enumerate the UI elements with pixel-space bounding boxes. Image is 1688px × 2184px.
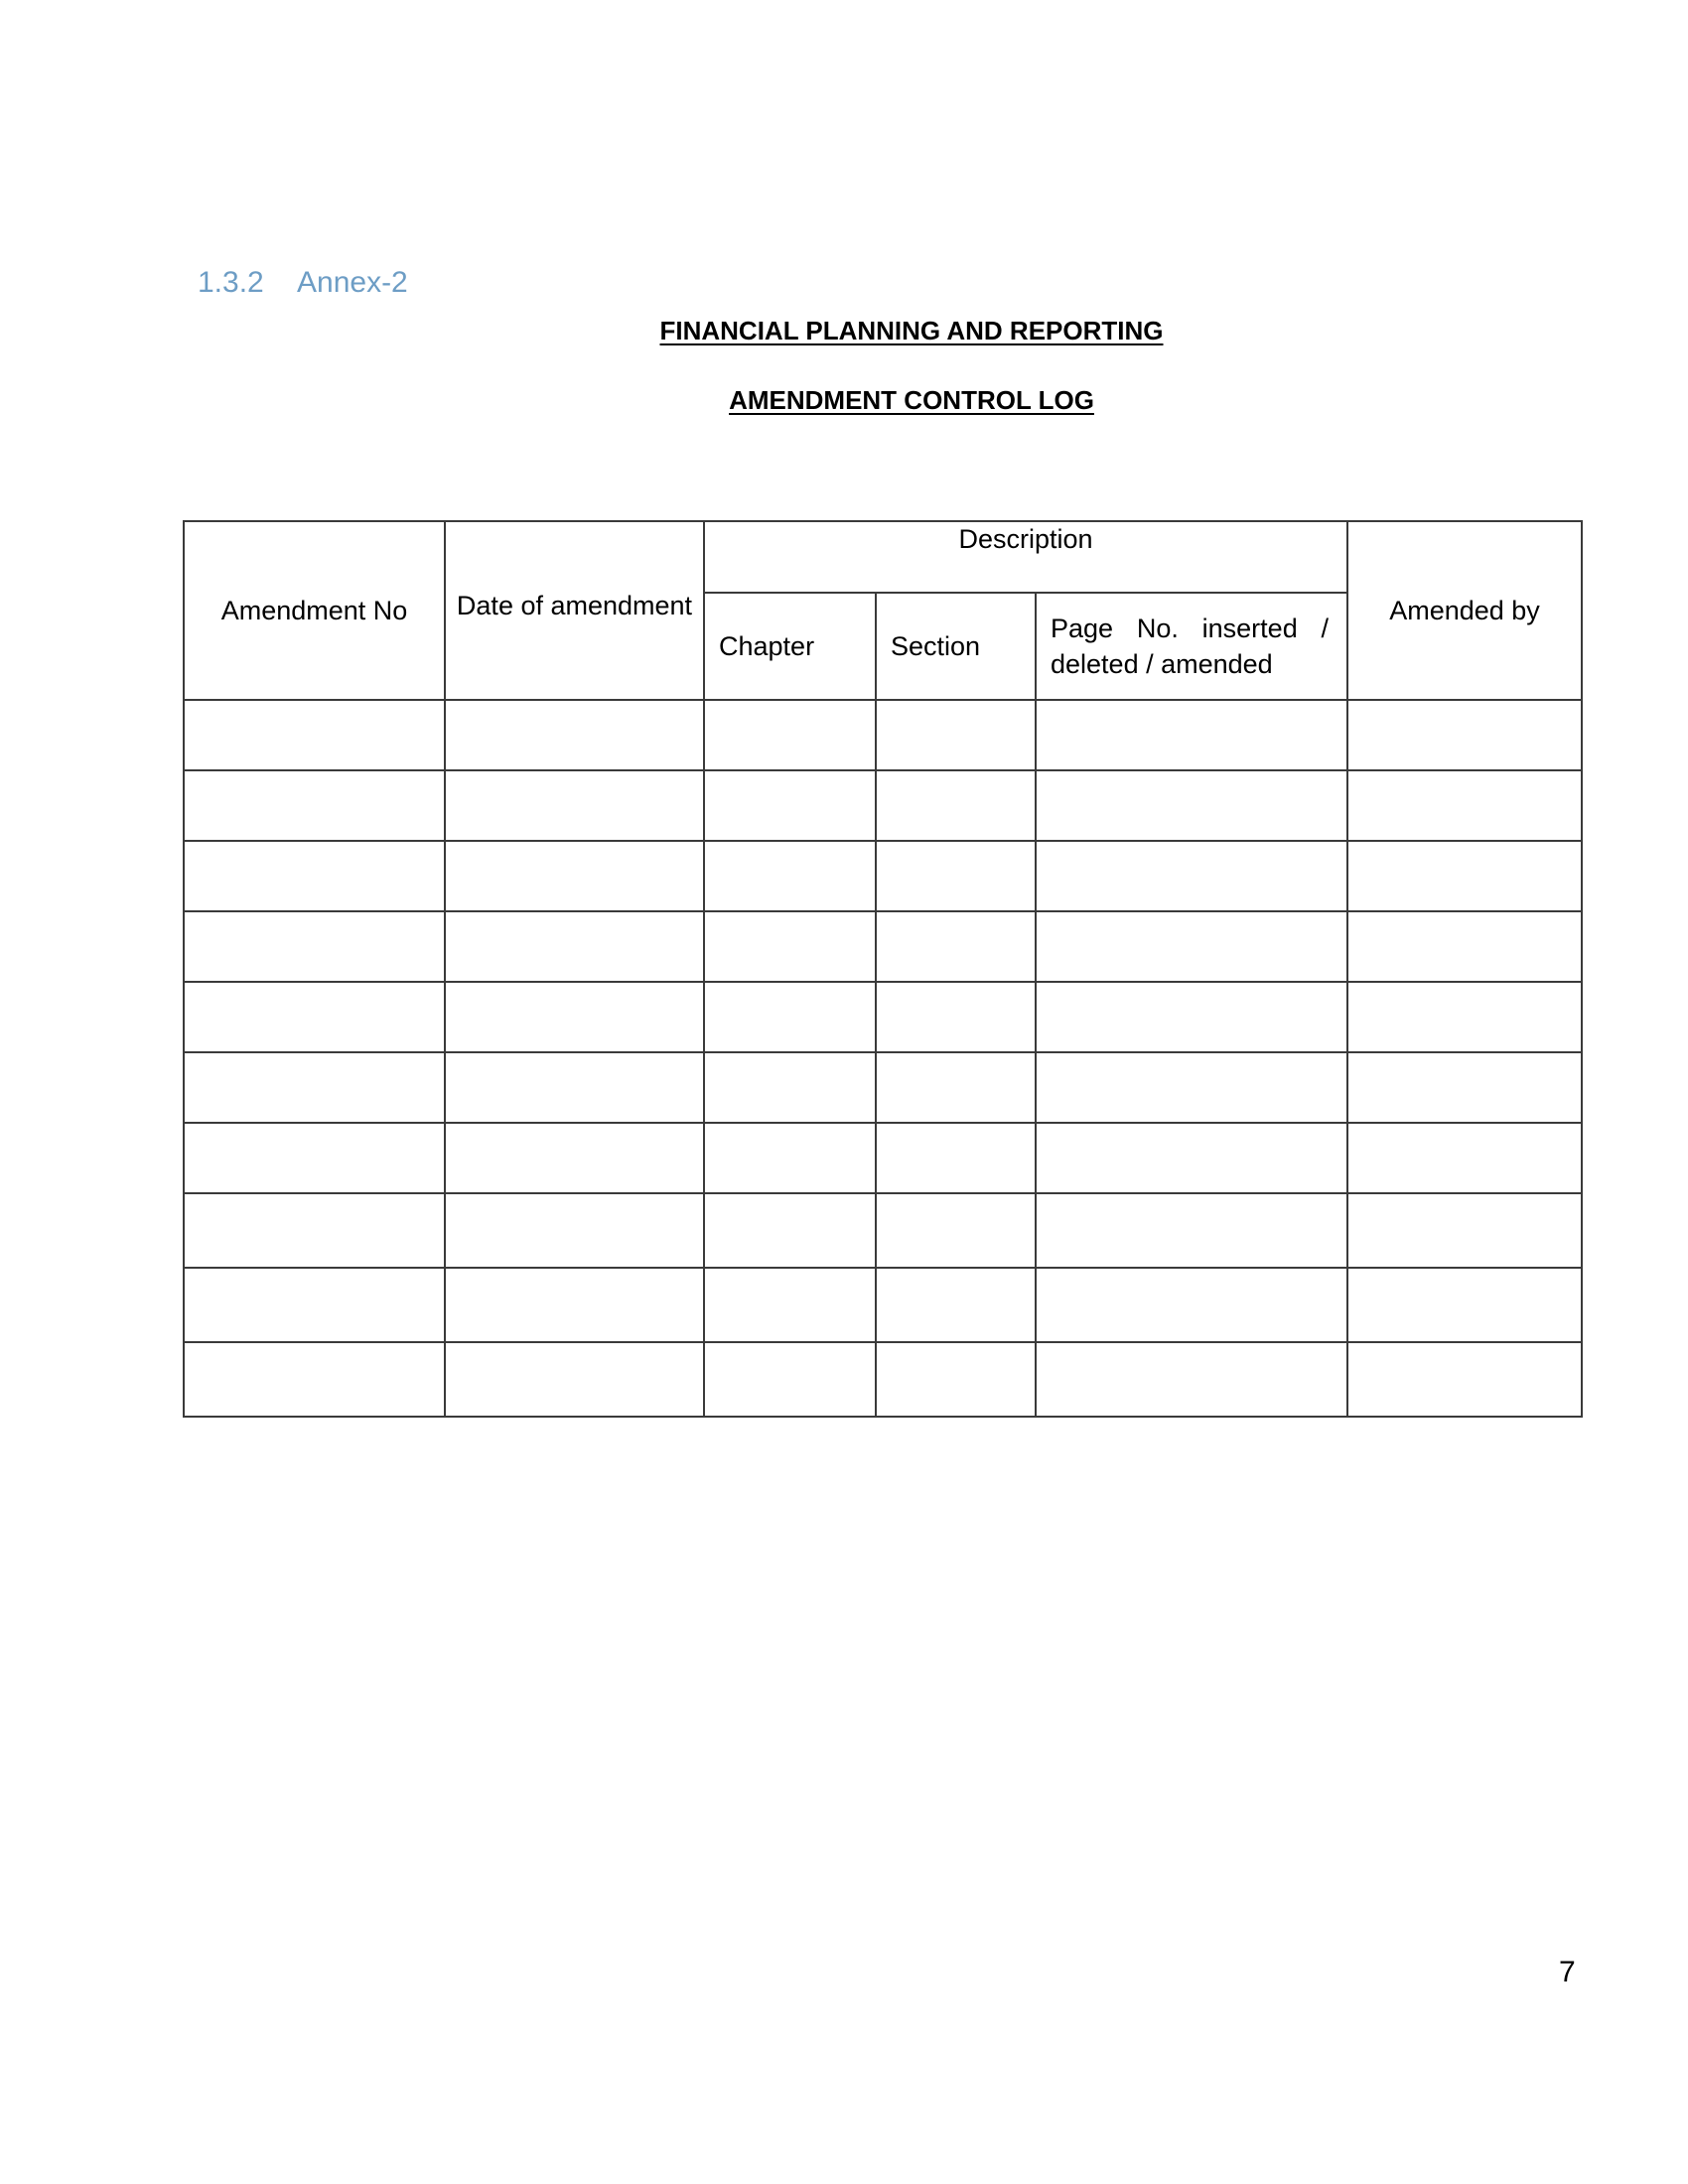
cell-date[interactable] (445, 1342, 704, 1417)
cell-amended-by[interactable] (1347, 1342, 1582, 1417)
cell-section[interactable] (876, 1123, 1036, 1193)
cell-amended-by[interactable] (1347, 841, 1582, 911)
section-number: 1.3.2 (198, 266, 264, 299)
cell-amended-by[interactable] (1347, 1123, 1582, 1193)
amendment-control-log-table (183, 520, 1583, 1418)
cell-page-no[interactable] (1036, 982, 1347, 1052)
cell-chapter[interactable] (704, 700, 876, 770)
cell-chapter[interactable] (704, 841, 876, 911)
table-row (184, 770, 1582, 841)
cell-amended-by[interactable] (1347, 1268, 1582, 1342)
cell-page-no[interactable] (1036, 700, 1347, 770)
table-row (184, 911, 1582, 982)
cell-chapter[interactable] (704, 1268, 876, 1342)
cell-chapter[interactable] (704, 1123, 876, 1193)
table-row (184, 841, 1582, 911)
cell-date[interactable] (445, 1268, 704, 1342)
cell-page-no[interactable] (1036, 770, 1347, 841)
cell-chapter[interactable] (704, 911, 876, 982)
cell-page-no[interactable] (1036, 1342, 1347, 1417)
cell-amendment-no[interactable] (184, 1123, 445, 1193)
cell-date[interactable] (445, 700, 704, 770)
cell-amendment-no[interactable] (184, 1052, 445, 1123)
cell-chapter[interactable] (704, 1193, 876, 1268)
page-number: 7 (1559, 1956, 1576, 1988)
cell-page-no[interactable] (1036, 1123, 1347, 1193)
cell-page-no[interactable] (1036, 1268, 1347, 1342)
cell-date[interactable] (445, 1193, 704, 1268)
header-description: Description (704, 521, 1347, 593)
cell-chapter[interactable] (704, 982, 876, 1052)
cell-page-no[interactable] (1036, 1193, 1347, 1268)
cell-section[interactable] (876, 841, 1036, 911)
document-title: FINANCIAL PLANNING AND REPORTING (659, 316, 1164, 345)
cell-section[interactable] (876, 911, 1036, 982)
section-title: Annex-2 (297, 266, 408, 299)
header-section: Section (876, 593, 1036, 700)
cell-section[interactable] (876, 1193, 1036, 1268)
cell-page-no[interactable] (1036, 841, 1347, 911)
cell-amendment-no[interactable] (184, 1268, 445, 1342)
cell-date[interactable] (445, 982, 704, 1052)
cell-amendment-no[interactable] (184, 1193, 445, 1268)
table-row (184, 1193, 1582, 1268)
table-row (184, 982, 1582, 1052)
cell-amendment-no[interactable] (184, 700, 445, 770)
table-row (184, 1052, 1582, 1123)
cell-amended-by[interactable] (1347, 1052, 1582, 1123)
cell-amendment-no[interactable] (184, 841, 445, 911)
document-subtitle: AMENDMENT CONTROL LOG (729, 385, 1094, 415)
header-date-of-amendment: Date of amendment (445, 521, 704, 700)
cell-date[interactable] (445, 770, 704, 841)
cell-amendment-no[interactable] (184, 982, 445, 1052)
cell-page-no[interactable] (1036, 911, 1347, 982)
cell-section[interactable] (876, 700, 1036, 770)
table-row (184, 1342, 1582, 1417)
section-heading (198, 266, 408, 300)
cell-section[interactable] (876, 1268, 1036, 1342)
cell-amended-by[interactable] (1347, 700, 1582, 770)
cell-date[interactable] (445, 911, 704, 982)
cell-amended-by[interactable] (1347, 1193, 1582, 1268)
cell-section[interactable] (876, 1342, 1036, 1417)
cell-amendment-no[interactable] (184, 770, 445, 841)
cell-section[interactable] (876, 982, 1036, 1052)
cell-amended-by[interactable] (1347, 982, 1582, 1052)
table-row (184, 700, 1582, 770)
table-row (184, 1268, 1582, 1342)
header-amended-by: Amended by (1347, 521, 1582, 700)
cell-amended-by[interactable] (1347, 770, 1582, 841)
cell-date[interactable] (445, 841, 704, 911)
cell-page-no[interactable] (1036, 1052, 1347, 1123)
header-amendment-no: Amendment No (184, 521, 445, 700)
cell-chapter[interactable] (704, 1342, 876, 1417)
table-header-row (184, 521, 1582, 593)
header-chapter: Chapter (704, 593, 876, 700)
cell-date[interactable] (445, 1123, 704, 1193)
header-page-no: Page No. inserted / deleted / amended (1036, 593, 1347, 700)
cell-date[interactable] (445, 1052, 704, 1123)
cell-amendment-no[interactable] (184, 911, 445, 982)
cell-chapter[interactable] (704, 770, 876, 841)
cell-amended-by[interactable] (1347, 911, 1582, 982)
cell-chapter[interactable] (704, 1052, 876, 1123)
table-row (184, 1123, 1582, 1193)
cell-section[interactable] (876, 1052, 1036, 1123)
cell-amendment-no[interactable] (184, 1342, 445, 1417)
cell-section[interactable] (876, 770, 1036, 841)
